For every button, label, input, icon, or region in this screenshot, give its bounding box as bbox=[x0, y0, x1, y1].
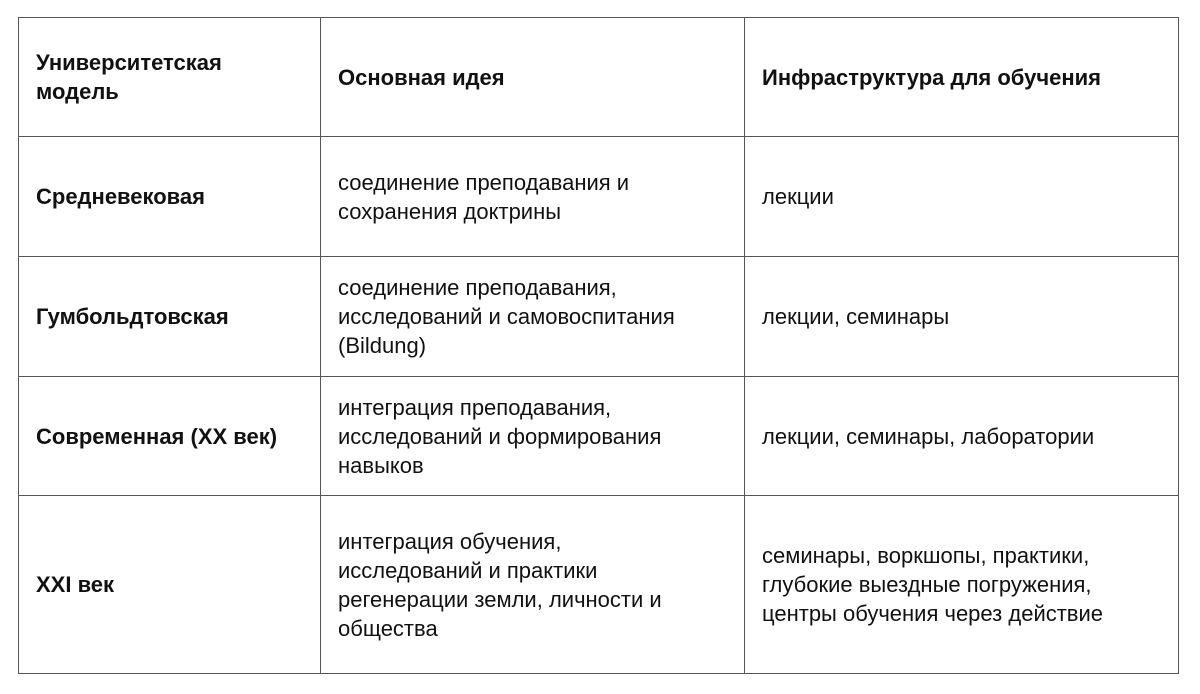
model-cell bbox=[19, 377, 321, 496]
table-row bbox=[19, 137, 1179, 257]
infrastructure-line: центры обучения через действие bbox=[762, 601, 1104, 626]
idea-cell bbox=[321, 377, 745, 496]
idea-line: регенерации земли, личности и bbox=[338, 586, 662, 612]
model-cell bbox=[19, 137, 321, 257]
infrastructure-line: лекции bbox=[762, 184, 834, 209]
header-idea bbox=[321, 18, 745, 137]
idea-cell bbox=[321, 496, 745, 674]
table-row bbox=[19, 257, 1179, 377]
header-idea-line: Основная идея bbox=[338, 64, 505, 90]
idea-line: интеграция обучения, bbox=[338, 528, 562, 554]
model-cell bbox=[19, 496, 321, 674]
header-model-line: модель bbox=[36, 79, 119, 104]
idea-line: исследований и практики bbox=[338, 557, 598, 583]
idea-line: интеграция преподавания, bbox=[338, 394, 612, 420]
idea-line: исследований и самовоспитания bbox=[338, 304, 675, 329]
table-header-row bbox=[19, 18, 1179, 137]
university-models-table bbox=[18, 17, 1179, 674]
infrastructure-cell bbox=[745, 257, 1179, 377]
idea-cell bbox=[321, 137, 745, 257]
model-line: Средневековая bbox=[36, 184, 205, 209]
infrastructure-line: глубокие выездные погружения, bbox=[762, 572, 1092, 597]
idea-line: соединение преподавания, bbox=[338, 275, 617, 300]
model-cell bbox=[19, 257, 321, 377]
idea-cell bbox=[321, 257, 745, 377]
header-infrastructure-line: Инфраструктура для обучения bbox=[762, 64, 1102, 90]
header-model-line: Университетская bbox=[36, 50, 222, 75]
infrastructure-line: лекции, семинары, лаборатории bbox=[762, 423, 1095, 449]
idea-line: (Bildung) bbox=[338, 333, 427, 358]
infrastructure-line: семинары, воркшопы, практики, bbox=[762, 543, 1090, 568]
infrastructure-cell bbox=[745, 377, 1179, 496]
infrastructure-cell bbox=[745, 496, 1179, 674]
infrastructure-cell bbox=[745, 137, 1179, 257]
infrastructure-line: лекции, семинары bbox=[762, 304, 950, 329]
header-model bbox=[19, 18, 321, 137]
idea-line: сохранения доктрины bbox=[338, 198, 562, 224]
model-line: XXI век bbox=[36, 572, 115, 597]
idea-line: общества bbox=[338, 615, 438, 641]
idea-line: соединение преподавания и bbox=[338, 169, 630, 195]
table-row bbox=[19, 377, 1179, 496]
table-row bbox=[19, 496, 1179, 674]
model-line: Гумбольдтовская bbox=[36, 304, 229, 329]
idea-line: исследований и формирования bbox=[338, 423, 662, 449]
header-infrastructure bbox=[745, 18, 1179, 137]
model-line: Современная (XX век) bbox=[36, 423, 278, 449]
idea-line: навыков bbox=[338, 452, 424, 478]
